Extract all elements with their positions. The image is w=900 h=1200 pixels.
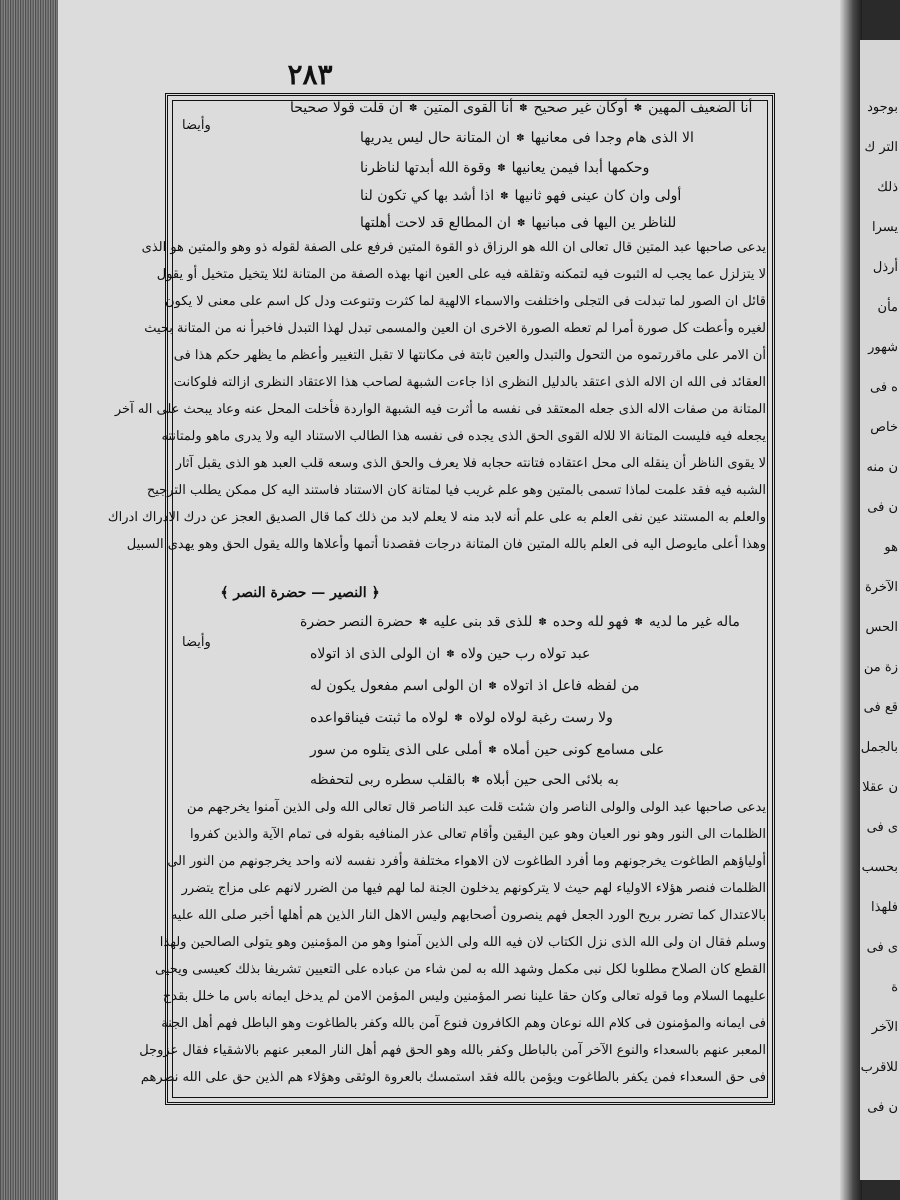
text-line: يجعله فيه فليست المتانة الا للاله القوى الحق الذى يجده فى نفسه هذا الطالب الاستناد اليه ولا يدرى ماهو ولمتانته (161, 429, 766, 444)
hemistich: ان المتانة حال ليس يدريها (360, 130, 511, 146)
adjacent-page-fragment: زة من (863, 660, 898, 675)
adjacent-page-fragment: ن فى (867, 1100, 898, 1115)
text-line: لغيره وأعطت كل صورة أمرا لم تعطه الصورة الاخرى ان العين والمسمى تبدل لهذا التبدل فاخبرأ نه من المتانة بحيث (144, 321, 766, 336)
adjacent-page-fragment: شهور (868, 340, 898, 355)
hemistich: اذا أشد بها كي تكون لنا (360, 188, 495, 204)
book-gutter (840, 0, 862, 1200)
adjacent-page-fragment: خاص (870, 420, 898, 435)
text-line: قائل ان الصور لما تبدلت فى التجلى واختلفت والاسماء الالهية لما كثرت وتنوعت ودل كل اسم على معنى لا يكون (165, 294, 766, 309)
section-heading (200, 585, 400, 601)
star-separator-icon: ✽ (471, 774, 480, 786)
star-separator-icon: ✽ (454, 712, 463, 724)
hemistich: حضرة النصر حضرة (300, 614, 413, 630)
verse-line (310, 710, 613, 726)
hemistich: على مسامع كونى حين أملاه (502, 742, 665, 758)
adjacent-page-fragment: الآخرة (864, 580, 898, 595)
page-number: ٢٨٣ (287, 58, 333, 91)
text-line: المتانة من صفات الاله الذى جعله المعتقد فى نفسه ما أثرت فيه الشبهة الواردة فأخلت المحل عنه وعاد يبحث على اله آخر (114, 402, 766, 417)
verse-line (360, 215, 676, 231)
adjacent-page-fragment: يسرا (872, 220, 898, 235)
adjacent-page-fragment: مأن (877, 300, 898, 315)
star-separator-icon: ✽ (634, 616, 643, 628)
margin-note-1: وأيضا (182, 118, 211, 133)
text-line: وهذا أعلى مايوصل اليه فى العلم بالله المتين فان المتانة درجات فقصدنا أتمها وأعلاها والله يقول الحق وهو يهدى السبيل (126, 537, 766, 552)
hemistich: للذى قد بنى عليه (433, 614, 533, 630)
star-separator-icon: ✽ (497, 162, 506, 174)
adjacent-page-fragment: ه فى (870, 380, 898, 395)
hemistich: أنا القوى المتين (423, 100, 514, 116)
star-separator-icon: ✽ (519, 102, 528, 114)
text-line: الظلمات فنصر هؤلاء الاولياء لهم حيث لا يتركونهم يدخلون الجنة لما لهم فيها من الضرر لانهم على مزاج يتضرر (181, 881, 766, 896)
hemistich: لولاه ما ثبتت فيناقواعده (310, 710, 449, 726)
star-separator-icon: ✽ (633, 102, 643, 114)
verse-line (360, 188, 681, 204)
adjacent-page-fragment: بحسب (861, 860, 898, 875)
text-line: أولياؤهم الطاغوت يخرجونهم وما أفرد الطاغوت لان الاهواء مختلفة وأفرد نفسه لانه واحد يخرجونهم من النور الى (167, 854, 766, 869)
adjacent-page-fragment: ن فى (867, 500, 898, 515)
text-line: الشبه فيه فقد علمت لماذا تسمى بالمتين وهو علم غريب فيا لمتانة كان الاستناد فاستند اليه كل ممكن يطلب الترجيح (146, 483, 766, 498)
adjacent-page-fragment: ى فى (866, 820, 898, 835)
hemistich: وحكمها أبدا فيمن يعانيها (511, 160, 650, 176)
adjacent-page-fragment: قع فى (863, 700, 898, 715)
verse-line (310, 646, 590, 662)
text-line: بالاعتدال كما تضرر بريح الورد الجعل فهم ينصرون أصحابهم وليس الاهل النار الذين هم أهلها أخبر صلى الله عليه (170, 908, 766, 923)
text-line: القطع كان الصلاح مطلوبا لكل نبى مكمل وشهد الله به لمن شاء من عباده على التعيين تشريفا بذلك كعيسى ويحيى (154, 962, 766, 977)
hemistich: عبد تولاه رب حين ولاه (460, 646, 591, 662)
star-separator-icon: ✽ (488, 680, 497, 692)
hemistich: وقوة الله أبدتها لناظرنا (360, 160, 492, 176)
verse-line (310, 772, 619, 788)
adjacent-page-fragment: ن عقلا (862, 780, 898, 795)
adjacent-page-fragment: ذلك (877, 180, 898, 195)
star-separator-icon: ✽ (418, 616, 428, 628)
text-line: والعلم به المستند عين نفى العلم به على علم أنه لابد منه لا يعلم لابد من ذلك كما قال الصديق العجز عن درك الادراك ادراك (107, 510, 766, 525)
adjacent-page-fragment: فلهذا (871, 900, 898, 915)
text-line: يدعى صاحبها عبد المتين قال تعالى ان الله هو الرزاق ذو القوة المتين فرفع على الصفة لقوله ذو وهو والمتين هو الذى (141, 240, 766, 255)
text-line: لا يتزلزل عما يجب له الثبوت فيه لتمكنه وتقلقه فيه على العين انها بهذه الصفة من المتانة لئلا يتخيل متخيل أو يقول (156, 267, 766, 282)
hemistich: ولا رست رغبة لولاه لولاه (468, 710, 613, 726)
adjacent-page (860, 40, 900, 1180)
verse-line (290, 100, 752, 116)
adjacent-page-fragment: بالجمل (860, 740, 898, 755)
text-line: فى حق السعداء فمن يكفر بالطاغوت ويؤمن بالله فقد استمسك بالعروة الوثقى وهؤلاء هم الذين حق على الله نصرهم (140, 1070, 766, 1085)
text-line: وسلم فقال ان ولى الله الذى نزل الكتاب لان فيه الله ولى الذين آمنوا وهو من المؤمنين وهو يتولى الصالحين ولهذا (159, 935, 766, 950)
hemistich: من لفظه فاعل اذ اتولاه (502, 678, 640, 694)
hemistich: ان قلت قولا صحيحا (290, 100, 403, 116)
verse-line (360, 130, 694, 146)
hemistich: ان الولى اسم مفعول يكون له (310, 678, 483, 694)
margin-note-2: وأيضا (182, 635, 211, 650)
hemistich: الا الذى هام وجدا فى معانيها (530, 130, 694, 146)
section-heading-text: النصير — حضرة النصر (233, 585, 367, 601)
star-separator-icon: ✽ (516, 132, 525, 144)
hemistich: أوكان غير صحيح (533, 100, 628, 116)
adjacent-page-fragment: للاقرب (860, 1060, 898, 1075)
adjacent-page-fragment: التر ك (864, 140, 898, 155)
hemistich: ماله غير ما لديه (648, 614, 740, 630)
text-line: أن الامر على ماقررتموه من التحول والتبدل والعين ثابتة فى مكانتها لا تقبل التغيير وأعظم ما يظهر حكم هذا فى (173, 348, 766, 363)
adjacent-page-fragment: ن منه (866, 460, 898, 475)
star-separator-icon: ✽ (408, 102, 418, 114)
adjacent-page-fragment: الحس (865, 620, 898, 635)
text-line: يدعى صاحبها عبد الولى والولى الناصر وان شئت قلت عبد الناصر قال تعالى الله ولى الذين آمنوا يخرجهم من (186, 800, 766, 815)
adjacent-page-fragment: ة (891, 980, 898, 995)
hemistich: به بلائى الحى حين أبلاه (485, 772, 619, 788)
text-line: عليهما السلام وما قوله تعالى وكان حقا علينا نصر المؤمنين وليس المؤمن الامن لم يدخل ايمانه باس ما خلل بقدح (162, 989, 766, 1004)
ornament-icon: ﴾ (220, 585, 229, 601)
star-separator-icon: ✽ (488, 744, 497, 756)
hemistich: أملى على الذى يتلوه من سور (310, 742, 483, 758)
hemistich: فهو لله وحده (552, 614, 629, 630)
adjacent-page-fragment: بوجود (867, 100, 898, 115)
hemistich: ان الولى الذى اذ اتولاه (310, 646, 441, 662)
page-edge-stack (0, 0, 60, 1200)
verse-line (310, 742, 664, 758)
hemistich: للناظر ين اليها فى مبانيها (531, 215, 677, 231)
ornament-icon: ﴿ (371, 585, 380, 601)
hemistich: ان المطالع قد لاحت أهلتها (360, 215, 511, 231)
adjacent-page-fragment: الآخر (871, 1020, 898, 1035)
text-line: المعبر عنهم بالسعداء والنوع الآخر آمن بالباطل وكفر بالله وهو الحق فهم أهل النار المعبر عنهم بالاشقياء فقال عزوجل (139, 1043, 766, 1058)
hemistich: بالقلب سطره ربى لتحفظه (310, 772, 466, 788)
verse-line (360, 160, 649, 176)
adjacent-page-fragment: هو (884, 540, 898, 555)
adjacent-page-fragment: ى فى (866, 940, 898, 955)
star-separator-icon: ✽ (516, 217, 526, 229)
verse-line (310, 678, 639, 694)
text-line: الظلمات الى النور وهو نور العيان وهو عين اليقين وأقام تعالى عذر المنافيه بقوله فى تمام الآية والذين كفروا (190, 827, 766, 842)
text-line: فى ايمانه والمؤمنون فى كلام الله نوعان وهم الكافرون فنوع آمن بالله وكفر بالطاغوت وهو الباطل فهم أهل الجنة (161, 1016, 766, 1031)
star-separator-icon: ✽ (446, 648, 455, 660)
verse-line (300, 614, 740, 630)
hemistich: أولى وان كان عينى فهو ثانيها (514, 188, 682, 204)
star-separator-icon: ✽ (500, 190, 509, 202)
text-line: العقائد فى الله ان الاله الذى اعتقد بالدليل النظرى اذا جاءت الشبهة لصاحب هذا الاعتقاد النظرى ازالته فلوكانت (173, 375, 766, 390)
star-separator-icon: ✽ (538, 616, 547, 628)
hemistich: أنا الضعيف المهين (648, 100, 753, 116)
adjacent-page-fragment: أرذل (872, 260, 898, 275)
text-line: لا يقوى الناظر أن ينقله الى محل اعتقاده فتانته حجابه فلا يعرف والحق الذى وسعه قلب العبد هو الذى يقبل آثار (175, 456, 766, 471)
